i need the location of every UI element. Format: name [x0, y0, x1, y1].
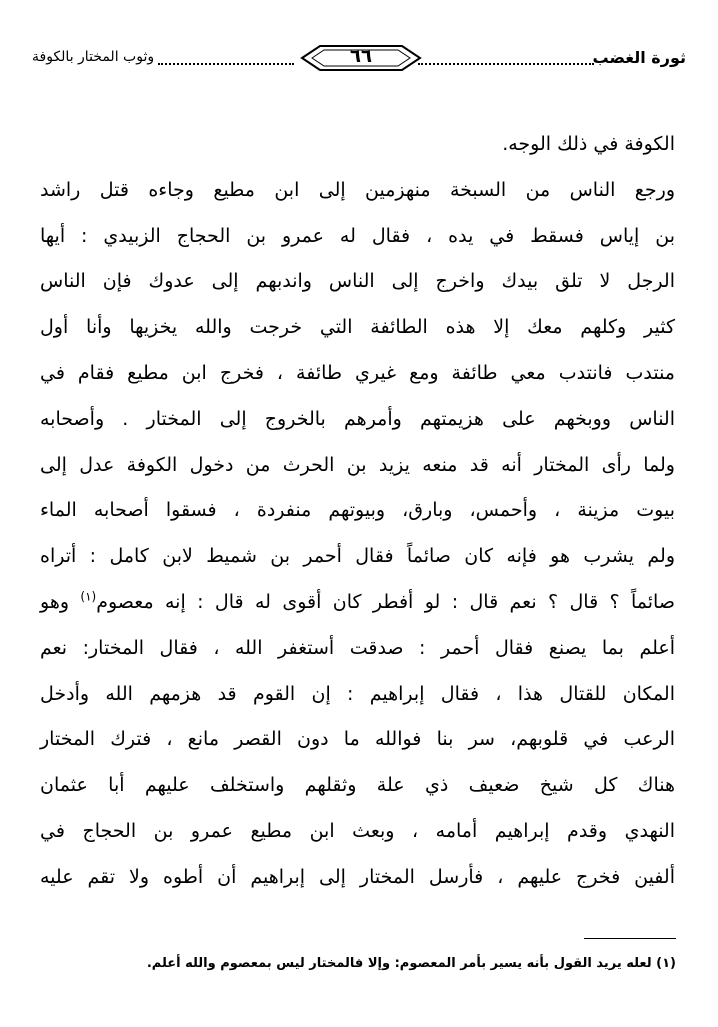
- header-dotted-leader-left: [158, 63, 294, 65]
- text-segment: صائماً ؟ قال ؟ نعم قال : لو أفطر كان أقوى له قال : إنه معصوم: [96, 590, 675, 613]
- text-line: الرجل لا تلق بيدك واخرج إلى الناس واندبهم إلى عدوك فإن الناس: [40, 270, 675, 293]
- text-line: كثير وكلهم معك إلا هذه الطائفة التي خرجت والله يخزيها وأنا أول: [40, 316, 675, 339]
- text-segment: وهو: [40, 590, 81, 613]
- footnote-reference: (١): [80, 589, 97, 604]
- book-title: ثورة الغضب: [592, 48, 686, 67]
- header-dotted-leader-right: [418, 63, 594, 65]
- page-number-ornament: [298, 40, 424, 76]
- text-line: أعلم بما يصنع فقال أحمر : صدقت أستغفر الله ، فقال المختار: نعم: [40, 636, 675, 659]
- text-line: ولم يشرب هو فإنه كان صائماً فقال أحمر بن شميط لابن كامل : أتراه: [40, 545, 675, 568]
- footnote: (١) لعله يريد القول بأنه يسير بأمر المعصوم: وإلا فالمختار ليس بمعصوم والله أعلم.: [146, 956, 676, 971]
- text-line: بيوت مزينة ، وأحمس، وبارق، وبيوتهم منفردة ، فسقوا أصحابه الماء: [40, 499, 675, 522]
- text-line: ولما رأى المختار أنه قد منعه يزيد بن الحرث من دخول الكوفة عدل إلى: [40, 453, 675, 476]
- page-header: [32, 38, 686, 78]
- text-line: ألفين فخرج عليهم ، فأرسل المختار إلى إبراهيم أن أطوه ولا تقم عليه: [40, 865, 675, 888]
- text-line: ورجع الناس من السبخة منهزمين إلى ابن مطيع وجاءه قتل راشد: [40, 178, 675, 201]
- text-line: الناس ووبخهم على هزيمتهم وأمرهم بالخروج إلى المختار . وأصحابه: [40, 407, 675, 430]
- chapter-title: وثوب المختار بالكوفة: [32, 49, 155, 65]
- page-number: ٦٦: [350, 46, 372, 67]
- text-line: بن إياس فسقط في يده ، فقال له عمرو بن الحجاج الزبيدي : أيها: [40, 224, 675, 247]
- text-line: الرعب في قلوبهم، سر بنا فوالله ما دون القصر مانع ، فترك المختار: [40, 728, 675, 751]
- text-line-with-footnote: [40, 580, 675, 626]
- text-line: النهدي وقدم إبراهيم أمامه ، وبعث ابن مطيع عمرو بن الحجاج في: [40, 819, 675, 842]
- text-line: المكان للقتال هذا ، فقال إبراهيم : إن القوم قد هزمهم الله وأدخل: [40, 682, 675, 705]
- main-text: [40, 122, 675, 901]
- footnote-separator: [584, 938, 676, 939]
- text-line: هناك كل شيخ ضعيف ذي علة وثقلهم واستخلف عليهم أبا عثمان: [40, 774, 675, 797]
- text-line: منتدب فانتدب معي طائفة ومع غيري طائفة ، فخرج ابن مطيع فقام في: [40, 361, 675, 384]
- text-line: الكوفة في ذلك الوجه.: [502, 133, 675, 155]
